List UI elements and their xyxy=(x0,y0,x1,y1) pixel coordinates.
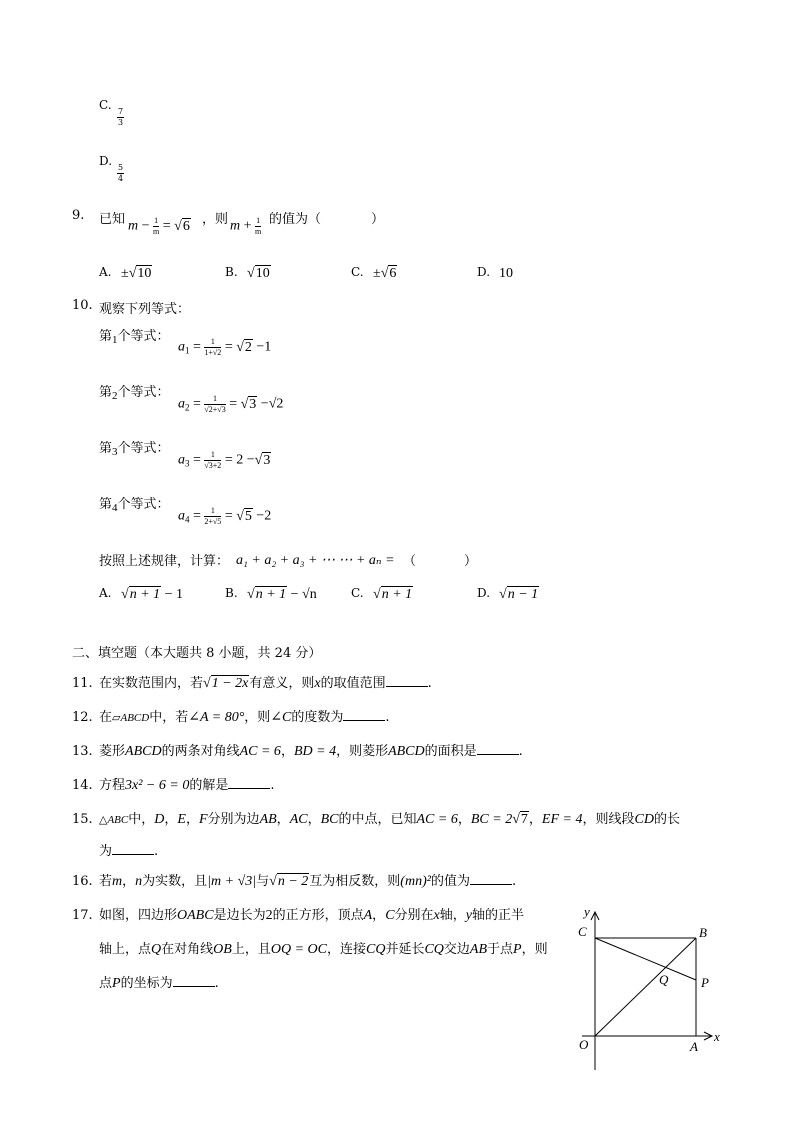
diagonal-ob xyxy=(595,938,696,1036)
q10-option-a-label: A. xyxy=(99,586,112,600)
q8-option-c-label: C. xyxy=(99,98,112,112)
q10-rule-text: 按照上述规律，计算： xyxy=(99,554,230,569)
q9-minus: − xyxy=(141,218,150,234)
label-y: y xyxy=(584,904,590,919)
q9-option-c-prefix: ± xyxy=(373,266,381,281)
q8-option-d-num: 5 xyxy=(118,163,124,172)
q8-option-d-value xyxy=(117,164,124,183)
q10-number: 10. xyxy=(72,298,93,313)
q9-option-a-label: A. xyxy=(99,265,112,279)
segment-cp xyxy=(595,938,696,980)
q17-answer-blank[interactable] xyxy=(173,974,215,987)
q9-frac2-num: 1 xyxy=(256,216,261,225)
q10-eq4-label: 第$_4$个等式： xyxy=(99,497,170,514)
q9-stem-a: 已知 xyxy=(99,212,126,227)
q10-option-c-label: C. xyxy=(351,586,364,600)
q10-option-d-label: D. xyxy=(477,586,491,600)
q10-option-a-value: √n + 1 − 1 xyxy=(121,587,184,602)
q9-option-b-radicand: 10 xyxy=(255,266,270,281)
label-c: C xyxy=(578,924,587,939)
q10-eq4-formula: $a_4$ = $\frac{1}{2+√5}$ = √5 −2 xyxy=(178,506,272,526)
q9-m: m xyxy=(128,218,139,234)
q10-eq2-formula: $a_2$ = $\frac{1}{√2+√3}$ = √3 −√2 xyxy=(178,394,284,414)
q10-eq2-label: 第$_2$个等式： xyxy=(99,385,170,402)
q14: 14. 方程3x² − 6 = 0的解是 . xyxy=(72,778,275,793)
q13-answer-blank[interactable] xyxy=(477,742,519,755)
q9-m2: m xyxy=(230,218,241,234)
q12: 12. 在▱ABCD中，若∠A = 80°，则∠C的度数为 . xyxy=(72,710,390,725)
q9-option-c-radicand: 6 xyxy=(389,266,397,281)
q8-option-d-den: 4 xyxy=(118,174,124,183)
q10-option-c-value: √n + 1 xyxy=(373,587,413,602)
q8-option-c-den: 3 xyxy=(118,118,124,127)
q13: 13. 菱形ABCD的两条对角线AC = 6，BD = 4，则菱形ABCD的面积是 . xyxy=(72,744,523,759)
q9-stem-b: ，则 xyxy=(202,212,229,227)
q9-sqrt6: √6 xyxy=(174,218,190,234)
q9-option-a-radicand: 10 xyxy=(137,266,152,281)
q11: 11. 在实数范围内，若√1 − 2x有意义，则x的取值范围 . xyxy=(72,676,432,691)
q9-option-a-prefix: ± xyxy=(121,266,129,281)
q17-figure xyxy=(560,900,730,1070)
q9-option-c-value: ±√6 xyxy=(373,266,397,281)
label-b: B xyxy=(699,925,707,940)
q10-eq3-formula: $a_3$ = $\frac{1}{√3+2}$ = 2 −√3 xyxy=(178,450,271,470)
q10-option-d-value: √n − 1 xyxy=(499,587,539,602)
section-2-heading: 二、填空题（本大题共 8 小题，共 24 分） xyxy=(72,646,322,661)
q9-frac2-den: m xyxy=(255,227,262,236)
q10-rule-expr: a₁ + a₂ + a₃ + ⋯ ⋯ + aₙ = xyxy=(236,553,395,568)
q15-line2: 为 . xyxy=(99,844,159,859)
label-x: x xyxy=(714,1029,720,1044)
q8-option-c-value xyxy=(117,108,124,127)
q9-option-a-value: ±√10 xyxy=(121,266,152,281)
q9-option-b-label: B. xyxy=(225,265,238,279)
q8-option-c-num: 7 xyxy=(118,107,124,116)
q8-option-d-label: D. xyxy=(99,154,113,168)
q9-target xyxy=(230,217,261,236)
q17-line2: 轴上，点Q在对角线OB上，且OQ = OC，连接CQ并延长CQ交边AB于点P，则 xyxy=(99,942,548,957)
q9-radicand: 6 xyxy=(182,218,190,234)
q10-eq1-formula: $a_1$ = $\frac{1}{1+√2}$ = √2 −1 xyxy=(178,337,272,357)
q9-number: 9. xyxy=(72,208,85,223)
q9-stem-end: ） xyxy=(371,212,385,227)
q9-option-d-value: 10 xyxy=(499,266,513,281)
label-q: Q xyxy=(659,972,669,987)
q9-frac-den: m xyxy=(153,227,160,236)
q10-rule-paren: （ xyxy=(403,554,417,569)
q16: 16. 若m，n为实数，且|m + √3|与√n − 2互为相反数，则(mn)²的值为 . xyxy=(72,874,517,889)
q16-answer-blank[interactable] xyxy=(470,872,512,885)
q10-stem: 观察下列等式： xyxy=(99,302,191,317)
q14-answer-blank[interactable] xyxy=(228,776,270,789)
q9-condition xyxy=(128,217,191,236)
q11-answer-blank[interactable] xyxy=(386,674,428,687)
q10-option-b-label: B. xyxy=(225,586,238,600)
q12-answer-blank[interactable] xyxy=(343,708,385,721)
q9-stem-c: 的值为（ xyxy=(269,212,322,227)
q10-option-b-value: √n + 1 − √n xyxy=(247,587,317,602)
q17-line1: 17. 如图，四边形OABC是边长为2的正方形，顶点A，C分别在x轴，y轴的正半 xyxy=(72,908,525,923)
q9-plus: + xyxy=(243,218,252,234)
q9-frac-num: 1 xyxy=(154,216,159,225)
q15-answer-blank[interactable] xyxy=(112,842,154,855)
q17-line3: 点P的坐标为 . xyxy=(99,976,219,991)
q9-equals: = xyxy=(162,218,171,234)
q9-option-d-label: D. xyxy=(477,265,491,279)
q15-line1: 15. △ABC中，D，E，F分别为边AB，AC，BC的中点，已知AC = 6，BC = 2√7，EF = 4，则线段CD的长 xyxy=(72,812,680,827)
label-o: O xyxy=(579,1037,589,1052)
q10-eq3-label: 第$_3$个等式： xyxy=(99,441,170,458)
q10-eq1-label: 第$_1$个等式： xyxy=(99,329,170,346)
q9-option-b-value: √10 xyxy=(247,266,270,281)
label-a: A xyxy=(690,1039,698,1054)
label-p: P xyxy=(701,975,709,990)
q9-option-c-label: C. xyxy=(351,265,364,279)
q10-rule-paren-end: ） xyxy=(464,554,478,569)
